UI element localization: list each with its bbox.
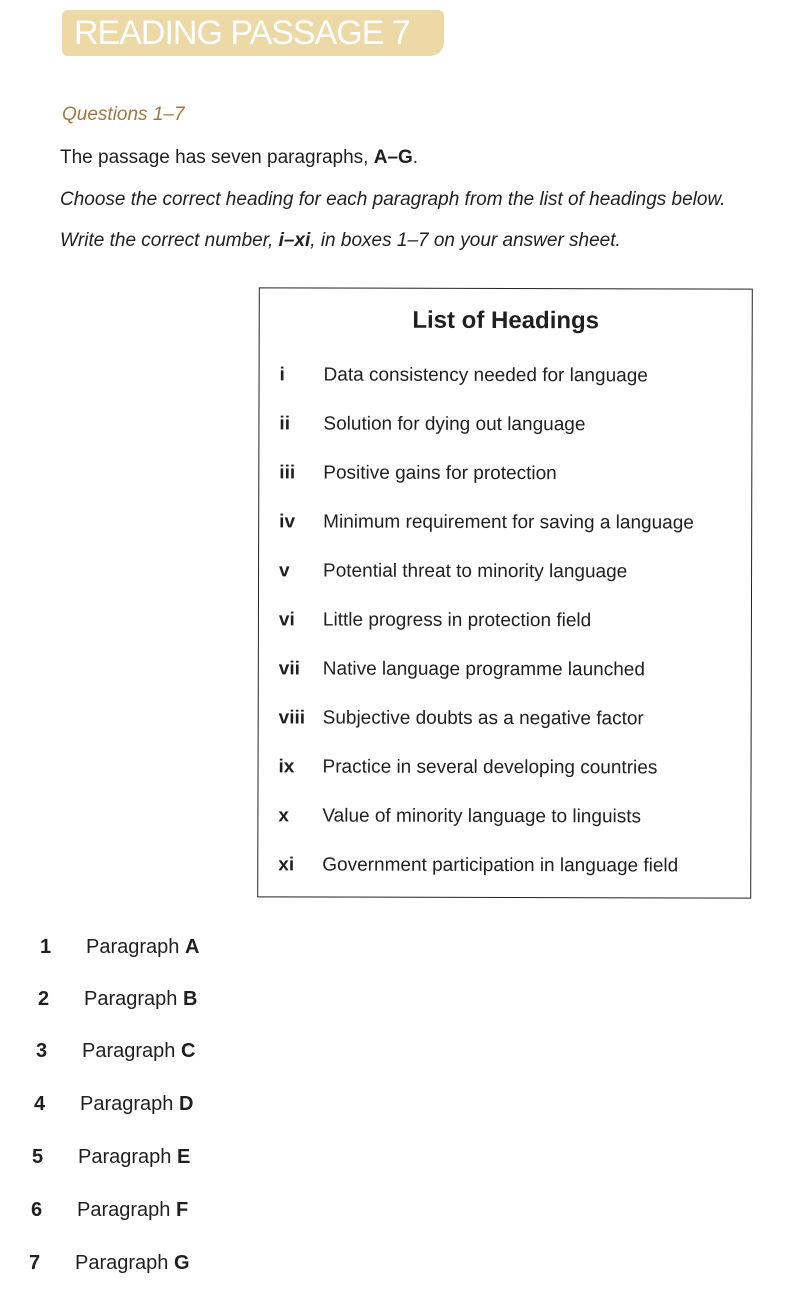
- heading-text: Subjective doubts as a negative factor: [322, 707, 644, 730]
- paragraph-word: Paragraph: [77, 1199, 171, 1221]
- paragraph-word: Paragraph: [75, 1252, 169, 1274]
- heading-item: [258, 854, 750, 885]
- heading-item: [259, 560, 751, 591]
- heading-number: ii: [279, 413, 291, 435]
- paragraph-letter: F: [175, 1199, 189, 1221]
- paragraph-label: [77, 1199, 188, 1222]
- paragraph-letter: D: [178, 1093, 194, 1115]
- section-banner: READING PASSAGE 7: [62, 10, 444, 56]
- paragraph-label: [75, 1252, 190, 1275]
- paragraph-word: Paragraph: [82, 1040, 176, 1062]
- instruction-choose: Choose the correct heading for each paragraph from the list of headings below.: [60, 189, 726, 210]
- heading-number: xi: [278, 854, 295, 876]
- heading-text: Government participation in language field: [322, 854, 679, 877]
- paragraph-letter: A: [184, 936, 200, 958]
- heading-number: iii: [279, 462, 296, 484]
- intro-range: A–G: [373, 147, 413, 168]
- heading-item: [258, 805, 750, 836]
- heading-text: Positive gains for protection: [323, 462, 557, 485]
- paragraph-label: [82, 1040, 195, 1063]
- questions-label: Questions 1–7: [62, 104, 185, 125]
- paragraph-word: Paragraph: [80, 1093, 174, 1115]
- heading-text: Little progress in protection field: [322, 609, 592, 632]
- paragraph-letter: E: [176, 1146, 191, 1168]
- list-of-headings-box: [257, 287, 753, 898]
- heading-text: Minimum requirement for saving a language: [323, 511, 694, 534]
- heading-item: [259, 707, 751, 738]
- instruction-write: [60, 230, 621, 252]
- intro-end: .: [412, 147, 419, 168]
- question-number: 1: [40, 936, 52, 958]
- paragraph-label: [86, 936, 199, 959]
- heading-text: Solution for dying out language: [323, 413, 586, 436]
- paragraph-label: [78, 1146, 190, 1169]
- heading-text: Data consistency needed for language: [323, 364, 648, 387]
- paragraph-label: [84, 988, 197, 1011]
- write-end: , in boxes 1–7 on your answer sheet.: [310, 230, 621, 251]
- heading-item: [259, 658, 751, 689]
- question-number: 4: [34, 1093, 46, 1115]
- heading-text: Native language programme launched: [322, 658, 645, 681]
- instruction-intro: [60, 147, 418, 169]
- paragraph-letter: B: [182, 988, 198, 1010]
- heading-number: vii: [278, 658, 300, 680]
- heading-number: vi: [278, 609, 295, 631]
- question-number: 6: [31, 1199, 43, 1221]
- heading-number: v: [279, 560, 290, 582]
- heading-number: iv: [279, 511, 296, 533]
- question-number: 5: [32, 1146, 44, 1168]
- paragraph-letter: C: [180, 1040, 196, 1062]
- heading-text: Value of minority language to linguists: [322, 805, 642, 828]
- heading-number: ix: [278, 756, 295, 778]
- heading-item: [259, 609, 751, 640]
- question-number: 7: [29, 1252, 41, 1274]
- paragraph-letter: G: [173, 1252, 190, 1274]
- question-number: 2: [38, 988, 50, 1010]
- heading-text: Practice in several developing countries: [322, 756, 658, 779]
- paragraph-word: Paragraph: [78, 1146, 172, 1168]
- question-number: 3: [36, 1040, 48, 1062]
- paragraph-word: Paragraph: [84, 988, 178, 1010]
- heading-item: [260, 364, 752, 395]
- heading-text: Potential threat to minority language: [323, 560, 628, 583]
- write-text: Write the correct number,: [60, 230, 279, 251]
- heading-item: [259, 511, 751, 542]
- headings-title: List of Headings: [412, 306, 600, 335]
- write-range: i–xi: [278, 230, 311, 251]
- heading-number: i: [279, 364, 285, 386]
- heading-item: [259, 462, 751, 493]
- heading-item: [259, 413, 751, 444]
- paragraph-label: [80, 1093, 193, 1116]
- heading-number: viii: [278, 707, 306, 729]
- intro-text: The passage has seven paragraphs,: [60, 147, 374, 168]
- heading-number: x: [278, 805, 290, 827]
- heading-item: [258, 756, 750, 787]
- paragraph-word: Paragraph: [86, 936, 180, 958]
